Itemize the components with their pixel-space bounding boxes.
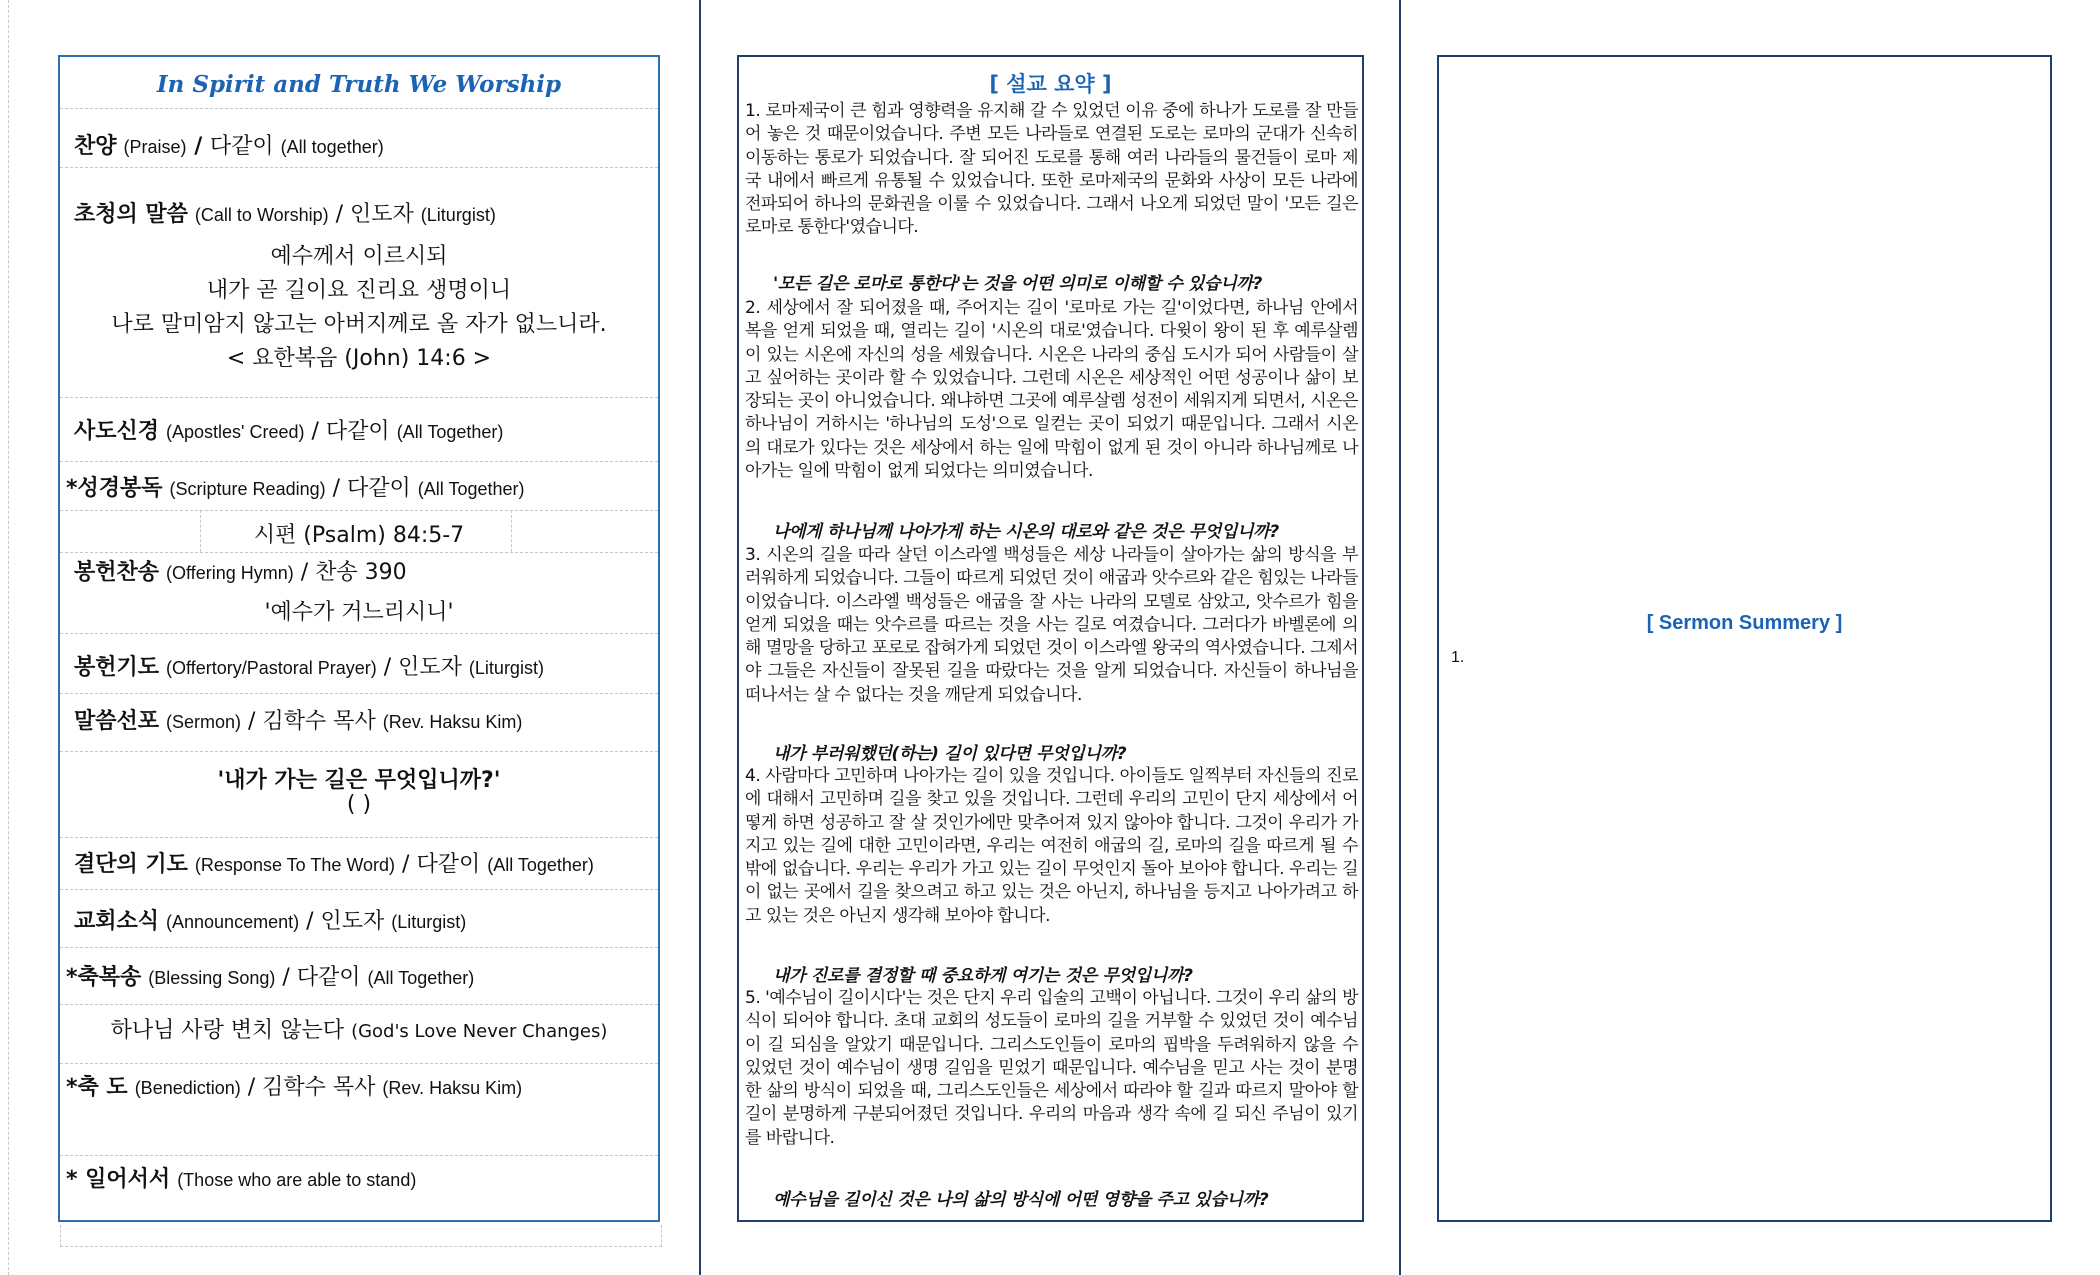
item-english: (Response To The Word) — [194, 855, 396, 875]
row-scripture-reading — [66, 471, 525, 502]
english-summary-title: [ Sermon Summery ] — [1646, 612, 1843, 634]
separator — [60, 947, 658, 948]
separator — [60, 552, 658, 553]
summary-paragraph: 3. 시온의 길을 따라 살던 이스라엘 백성들은 세상 나라들이 살아가는 삶의 방식을 부러워하게 되었습니다. 그들이 따르게 되었던 것이 애굽과 앗수르와 같은 힘있는 나라들이었습니다. 이스라엘 백성들은 애굽을 잘 사는 나라의 모델로 삼았고, 앗수르가 힘을 얻게 되었을 때는 앗수르를 따르는 것을 사는 길로 여겼습니다. 그러다가 바벨론에 의해 멸망을 당하고 포로로 잡혀가게 되었던 것이 이스라엘 왕국의 역사였습니다. 그제서야 그들은 자신들이 잘못된 길을 따랐다는 것을 알게 되었습니다. 자신들이 하나님을 떠나서는 살 수 없다는 것을 깨닫게 되었습니다. — [745, 545, 1358, 705]
item-sep: / — [304, 419, 326, 444]
summary-title: [ 설교 요약 ] — [989, 72, 1112, 96]
item-leader: 다같이 — [416, 852, 481, 877]
item-leader: 인도자 — [350, 202, 414, 227]
item-title: 초청의 말씀 — [74, 202, 188, 227]
separator — [60, 633, 658, 634]
separator — [60, 461, 658, 462]
song-title-english: (God's Love Never Changes) — [351, 1021, 608, 1042]
item-english: (Praise) — [123, 137, 187, 157]
row-response — [74, 847, 594, 878]
item-sep: / — [395, 852, 417, 877]
row-announcement — [74, 904, 466, 935]
row-praise — [74, 129, 384, 160]
item-sep: / — [275, 965, 297, 990]
separator — [60, 889, 658, 890]
standing-mark: * — [66, 1075, 78, 1100]
standing-mark: * — [66, 476, 78, 501]
item-title: 봉헌찬송 — [74, 560, 160, 585]
order-of-worship-panel — [58, 55, 660, 1222]
english-summary-item: 1. — [1451, 649, 1465, 666]
separator — [60, 397, 658, 398]
english-summary-panel — [1437, 55, 2052, 1222]
item-leader: 다같이 — [209, 134, 274, 159]
item-english: (Announcement) — [166, 912, 300, 932]
item-leader: 다같이 — [325, 419, 390, 444]
item-leader-english: (All together) — [280, 137, 384, 157]
scripture-passage: 시편 (Psalm) 84:5-7 — [253, 523, 465, 548]
item-leader-english: (Liturgist) — [468, 658, 544, 678]
item-leader-english: (Rev. Haksu Kim) — [382, 712, 523, 732]
scripture-verse-line: 예수께서 이르시되 — [270, 244, 448, 269]
item-title: 찬양 — [74, 134, 117, 159]
item-english: (Call to Worship) — [194, 205, 329, 225]
song-title-korean: 하나님 사랑 변치 않는다 — [110, 1018, 345, 1043]
standing-mark: * — [66, 1167, 86, 1192]
summary-paragraph: 4. 사람마다 고민하며 나아가는 길이 있을 것입니다. 아이들도 일찍부터 자신들의 진로에 대해서 고민하며 길을 찾고 있을 것입니다. 그런데 우리의 고민이 단지 세상에서 어떻게 하면 성공하고 잘 살 것인가에만 맞추어져 있지 않아야 합니다. 그것이 우리가 가지고 있는 길에 대한 고민이라면, 우리는 여전히 애굽의 길, 로마의 길을 따르게 될 수밖에 없습니다. 우리는 우리가 가고 있는 길이 무엇인지 돌아 보아야 합니다. 우리는 길이 없는 곳에서 길을 찾으려고 하고 있는 것은 아닌지, 하나님을 등지고 나아가려고 하고 있는 것은 아닌지 생각해 보아야 합니다. — [745, 766, 1358, 926]
blessing-song-title — [60, 1013, 658, 1044]
item-title: 사도신경 — [74, 419, 160, 444]
item-leader-english: (All Together) — [396, 422, 504, 442]
item-leader: 김학수 목사 — [262, 709, 376, 734]
separator — [60, 1004, 658, 1005]
item-leader-english: (Liturgist) — [391, 912, 467, 932]
item-title: 성경봉독 — [77, 476, 163, 501]
item-leader: 다같이 — [296, 965, 361, 990]
hymn-number: 찬송 390 — [315, 560, 407, 585]
row-blessing-song — [66, 960, 474, 991]
item-english: (Sermon) — [166, 712, 242, 732]
row-offertory-prayer — [74, 650, 544, 681]
order-panel-footer — [60, 1225, 662, 1247]
item-english: (Blessing Song) — [148, 968, 276, 988]
reflection-question: '모든 길은 로마로 통한다'는 것을 어떤 의미로 이해할 수 있습니까? — [773, 274, 1263, 294]
reflection-question: 내가 부러워했던(하는) 길이 있다면 무엇입니까? — [773, 744, 1127, 764]
item-english: (Offertory/Pastoral Prayer) — [166, 658, 377, 678]
item-leader: 인도자 — [320, 909, 385, 934]
item-sep: / — [328, 202, 351, 227]
standing-mark: * — [66, 965, 78, 990]
summary-paragraph: 2. 세상에서 잘 되어졌을 때, 주어지는 길이 '로마로 가는 길'이었다면, 하나님 안에서 복을 얻게 되었을 때, 열리는 길이 '시온의 대로'였습니다. 다윗이 왕이 된 후 예루살렘이 있는 시온에 자신의 성을 세웠습니다. 시온은 나라의 중심 도시가 되어 사람들이 살고 싶어하는 곳이라 할 수 있었습니다. 그런데 시온은 세상적인 어떤 성공이나 삶이 보장되는 곳이 아니었습니다. 왜냐하면 그곳에 예루살렘 성전이 세워지게 되면서, 시온은 하나님이 거하시는 '하나님의 도성'으로 일컫는 곳이 되었기 때문입니다. 그래서 시온의 대로가 있다는 것은 세상에서 하는 일에 막힘이 없게 된 것이 아니라 하나님께로 나아가는 일에 막힘이 없게 되었다는 의미였습니다. — [745, 298, 1358, 482]
item-leader-english: (Rev. Haksu Kim) — [382, 1078, 523, 1098]
item-sep: / — [325, 476, 348, 501]
item-english: (Scripture Reading) — [169, 479, 326, 499]
item-leader-english: (Liturgist) — [420, 205, 496, 225]
item-sep: / — [186, 134, 210, 159]
item-title: 결단의 기도 — [74, 852, 188, 877]
item-sep: / — [376, 655, 399, 680]
row-benediction — [66, 1070, 522, 1101]
reflection-question: 예수님을 길이신 것은 나의 삶의 방식에 어떤 영향을 주고 있습니까? — [773, 1190, 1269, 1210]
item-english: (Those who are able to stand) — [177, 1170, 417, 1190]
hymn-title: '예수가 거느리시니' — [264, 600, 454, 625]
item-sep: / — [241, 709, 263, 734]
scripture-verse-line: 나로 말미암지 않고는 아버지께로 올 자가 없느니라. — [111, 312, 607, 337]
separator — [60, 837, 658, 838]
reflection-question: 나에게 하나님께 나아가게 하는 시온의 대로와 같은 것은 무엇입니까? — [773, 522, 1279, 542]
item-title: 교회소식 — [74, 909, 160, 934]
row-stand-note — [66, 1162, 416, 1193]
item-leader-english: (All Together) — [417, 479, 525, 499]
item-title: 축복송 — [77, 965, 142, 990]
row-offering-hymn — [74, 555, 407, 586]
item-sep: / — [293, 560, 316, 585]
separator — [60, 1155, 658, 1156]
sermon-summary-panel — [737, 55, 1364, 1222]
item-sep: / — [299, 909, 321, 934]
panel-divider-left — [699, 0, 701, 1275]
reflection-question: 내가 진로를 결정할 때 중요하게 여기는 것은 무엇입니까? — [773, 966, 1193, 986]
item-leader: 다같이 — [347, 476, 411, 501]
row-call-to-worship — [74, 197, 496, 228]
item-english: (Offering Hymn) — [166, 563, 294, 583]
summary-paragraph: 1. 로마제국이 큰 힘과 영향력을 유지해 갈 수 있었던 이유 중에 하나가 도로를 잘 만들어 놓은 것 때문이었습니다. 주변 모든 나라들로 연결된 도로는 로마의 군대가 신속히 이동하는 통로가 되었습니다. 잘 되어진 도로를 통해 여러 나라들의 물건들이 로마 제국 내에서 빠르게 유통될 수 있었습니다. 또한 로마제국의 문화와 사상이 모든 나라에 전파되어 하나의 문화권을 이룰 수 있었습니다. 그래서 나오게 되었던 말이 '모든 길은 로마로 통한다'였습니다. — [745, 101, 1358, 238]
item-title: 말씀선포 — [74, 709, 160, 734]
item-english: (Benediction) — [134, 1078, 241, 1098]
separator — [60, 693, 658, 694]
summary-paragraph: 5. '예수님이 길이시다'는 것은 단지 우리 입술의 고백이 아닙니다. 그것이 우리 삶의 방식이 되어야 합니다. 초대 교회의 성도들이 로마의 길을 거부할 수 있었던 것이 예수님이 길 되심을 알았기 때문입니다. 그리스도인들이 로마의 핍박을 두려워하지 않을 수 있었던 것이 예수님이 생명 길임을 믿었기 때문입니다. 예수님을 믿고 사는 것이 분명한 삶의 방식이 되었을 때, 그리스도인들은 세상에서 따라야 할 길과 따르지 말아야 할 길이 분명하게 구분되어졌던 것입니다. 우리의 마음과 생각 속에 길 되신 주님이 있기를 바랍니다. — [745, 988, 1358, 1148]
separator — [60, 108, 658, 109]
sermon-title: '내가 가는 길은 무엇입니까?' — [217, 768, 501, 793]
order-title: In Spirit and Truth We Worship — [156, 71, 562, 98]
page-edge-line — [8, 0, 9, 1275]
scripture-reference: < 요한복음 (John) 14:6 > — [226, 346, 492, 371]
item-title: 일어서서 — [85, 1167, 171, 1192]
item-title: 봉헌기도 — [74, 655, 160, 680]
sermon-blank: ( ) — [346, 792, 372, 817]
item-leader: 김학수 목사 — [262, 1075, 376, 1100]
separator — [60, 1063, 658, 1064]
item-title: 축 도 — [77, 1075, 128, 1100]
row-sermon — [74, 704, 522, 735]
row-apostles-creed — [74, 414, 503, 445]
scripture-verse-line: 내가 곧 길이요 진리요 생명이니 — [206, 278, 512, 303]
item-leader-english: (All Together) — [367, 968, 475, 988]
item-leader-english: (All Together) — [487, 855, 594, 875]
item-english: (Apostles' Creed) — [166, 422, 305, 442]
item-sep: / — [240, 1075, 263, 1100]
item-leader: 인도자 — [398, 655, 462, 680]
panel-divider-right — [1399, 0, 1401, 1275]
separator — [60, 167, 658, 168]
separator — [60, 751, 658, 752]
